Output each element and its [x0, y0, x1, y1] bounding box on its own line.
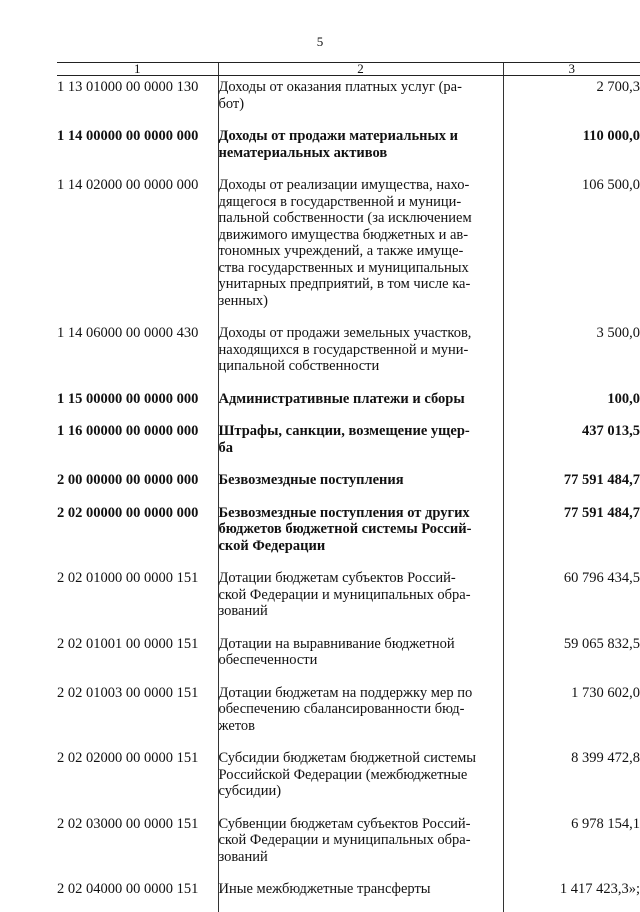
- row-amount: 77 591 484,7: [503, 503, 640, 569]
- table-row: [57, 323, 640, 389]
- budget-table-container: [57, 62, 640, 912]
- table-row: [57, 748, 640, 814]
- row-amount: 100,0: [503, 389, 640, 422]
- page-number: 5: [316, 34, 324, 49]
- table-row: [57, 470, 640, 503]
- row-amount: 59 065 832,5: [503, 634, 640, 683]
- table-row: [57, 389, 640, 422]
- row-name: Дотации бюджетам субъектов Россий- ской Федерации и муниципальных обра- зований: [218, 568, 503, 634]
- table-row: [57, 175, 640, 323]
- row-code: 2 02 02000 00 0000 151: [57, 750, 199, 766]
- row-name: Безвозмездные поступления: [218, 470, 503, 503]
- row-amount: 106 500,0: [503, 175, 640, 323]
- column-header-1: 1: [57, 63, 218, 76]
- row-amount: 1 730 602,0: [503, 683, 640, 749]
- table-row: [57, 879, 640, 912]
- row-code: 1 13 01000 00 0000 130: [57, 79, 199, 95]
- row-code: 2 02 01000 00 0000 151: [57, 570, 199, 586]
- column-header-2: 2: [218, 63, 503, 76]
- table-row: [57, 568, 640, 634]
- table-row: [57, 76, 640, 127]
- row-name: Субвенции бюджетам субъектов Россий- ской Федерации и муниципальных обра- зований: [218, 814, 503, 880]
- table-row: [57, 634, 640, 683]
- row-code: 2 02 01001 00 0000 151: [57, 635, 199, 652]
- budget-table: [57, 62, 640, 912]
- row-code: 2 02 04000 00 0000 151: [57, 881, 199, 897]
- row-code: 1 14 02000 00 0000 000: [57, 177, 199, 193]
- table-row: [57, 126, 640, 175]
- row-name: Доходы от продажи материальных и нематериальных активов: [218, 126, 503, 175]
- row-name: Штрафы, санкции, возмещение ущер- ба: [218, 421, 503, 470]
- row-amount: 2 700,3: [503, 76, 640, 127]
- row-name: Дотации на выравнивание бюджетной обеспеченности: [218, 634, 503, 683]
- row-amount: 60 796 434,5: [503, 568, 640, 634]
- row-amount: 1 417 423,3»;: [503, 879, 640, 912]
- table-header-row: [57, 63, 640, 76]
- row-code: 2 02 01003 00 0000 151: [57, 684, 199, 701]
- row-amount: 6 978 154,1: [503, 814, 640, 880]
- row-amount: 437 013,5: [503, 421, 640, 470]
- row-code: 2 00 00000 00 0000 000: [57, 472, 199, 488]
- row-amount: 3 500,0: [503, 323, 640, 389]
- row-code: 1 14 06000 00 0000 430: [57, 325, 199, 341]
- row-code: 1 15 00000 00 0000 000: [57, 390, 199, 407]
- row-name: Безвозмездные поступления от других бюджетов бюджетной системы Россий- ской Федерации: [218, 503, 503, 569]
- column-header-3: 3: [503, 63, 640, 76]
- row-amount: 8 399 472,8: [503, 748, 640, 814]
- row-code: 1 16 00000 00 0000 000: [57, 423, 199, 439]
- row-code: 2 02 03000 00 0000 151: [57, 815, 199, 832]
- row-name: Иные межбюджетные трансферты: [218, 879, 503, 912]
- table-body: [57, 76, 640, 912]
- row-code: 2 02 00000 00 0000 000: [57, 504, 199, 521]
- table-row: [57, 503, 640, 569]
- table-row: [57, 421, 640, 470]
- row-amount: 110 000,0: [503, 126, 640, 175]
- row-amount: 77 591 484,7: [503, 470, 640, 503]
- table-row: [57, 814, 640, 880]
- row-name: Субсидии бюджетам бюджетной системы Российской Федерации (межбюджетные субсидии): [218, 748, 503, 814]
- row-name: Дотации бюджетам на поддержку мер по обеспечению сбалансированности бюд- жетов: [218, 683, 503, 749]
- row-name: Доходы от реализации имущества, нахо- дящегося в государственной и муници- пальной собственности (за исключением движимого имущества бюджетных и ав- тономных учреждений, а также имуще- ства государственных и муниципальных унитарных предприятий, в том числе ка- зенных): [218, 175, 503, 323]
- row-code: 1 14 00000 00 0000 000: [57, 128, 199, 144]
- row-name: Доходы от оказания платных услуг (ра- бот): [218, 76, 503, 127]
- table-row: [57, 683, 640, 749]
- row-name: Административные платежи и сборы: [218, 389, 503, 422]
- row-name: Доходы от продажи земельных участков, находящихся в государственной и муни- ципальной собственности: [218, 323, 503, 389]
